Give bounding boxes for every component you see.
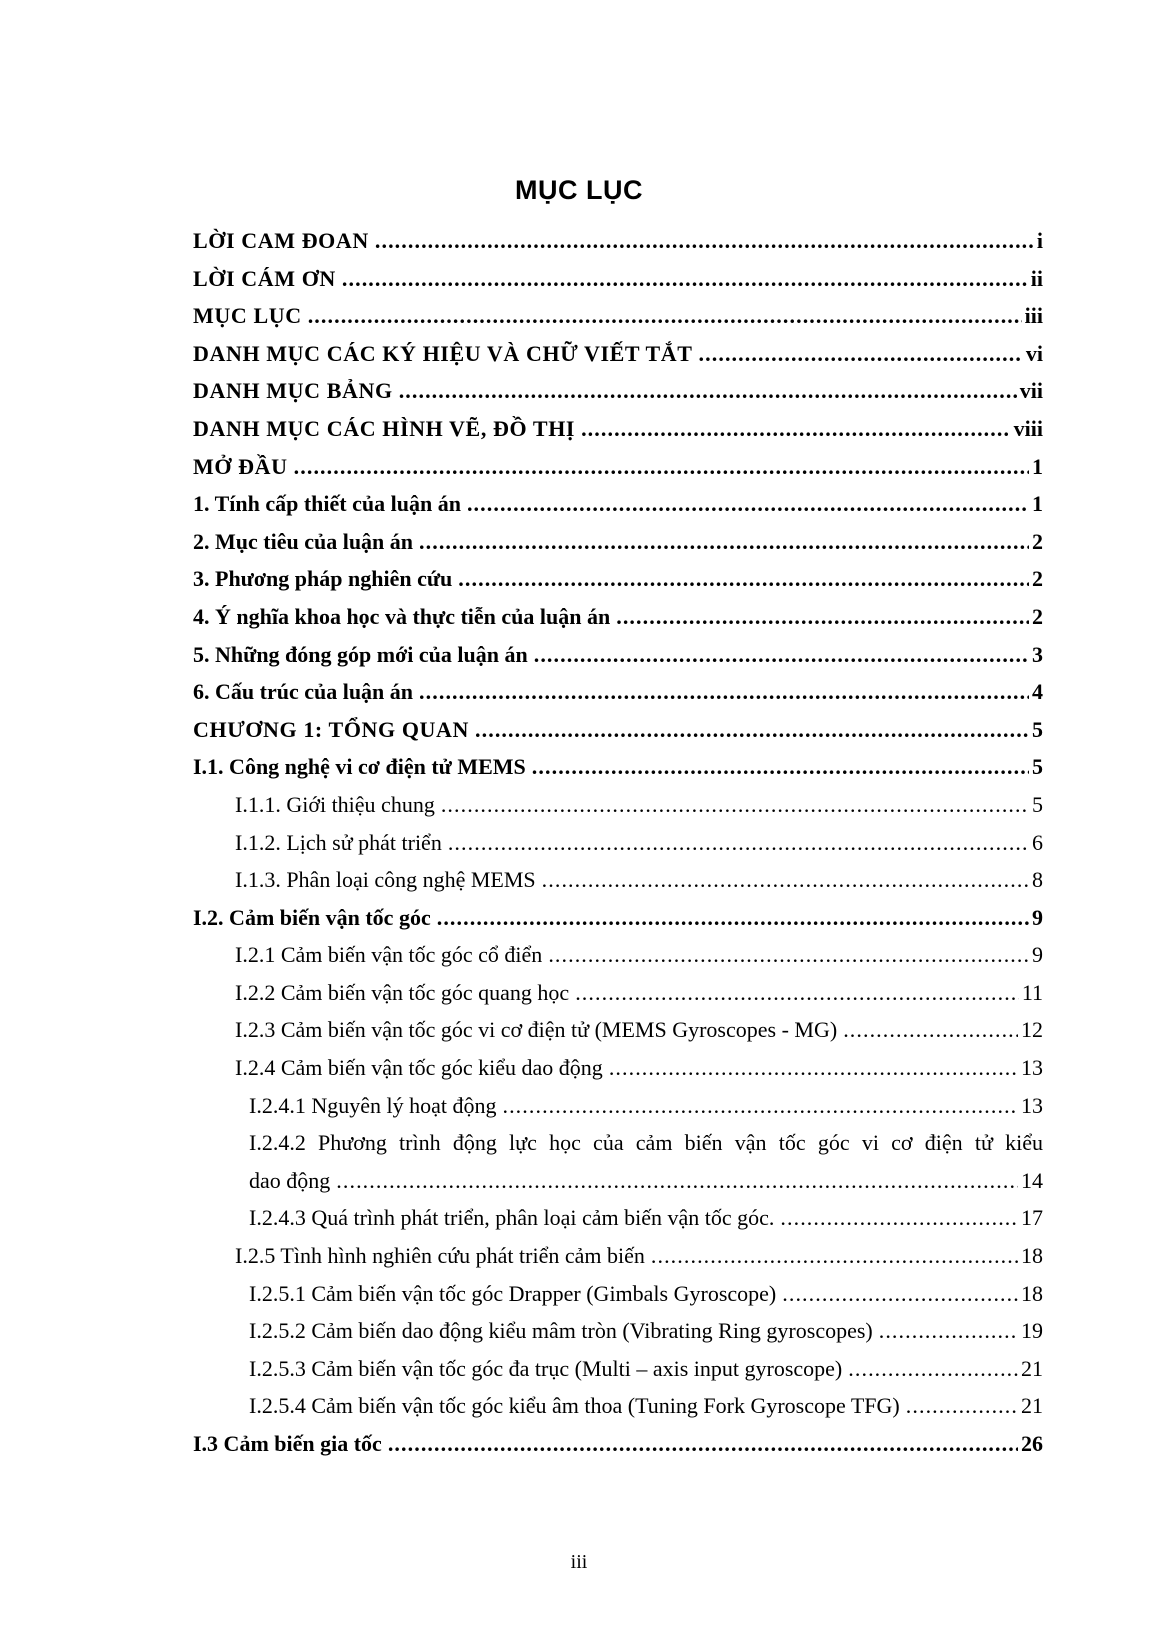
toc-entry-i-3[interactable] bbox=[193, 1425, 1043, 1463]
toc-entry-text: I.2.4 Cảm biến vận tốc góc kiểu dao động bbox=[235, 1055, 603, 1081]
toc-entry-section-6[interactable] bbox=[193, 673, 1043, 711]
dot-leader bbox=[448, 824, 1029, 862]
toc-entry-text: LỜI CAM ĐOAN bbox=[193, 228, 369, 253]
toc-page-number: 2 bbox=[1032, 528, 1043, 554]
toc-entry-mo-dau[interactable] bbox=[193, 448, 1043, 486]
dot-leader bbox=[906, 1387, 1018, 1425]
dot-leader bbox=[437, 899, 1029, 937]
toc-entry-text: 5. Những đóng góp mới của luận án bbox=[193, 641, 528, 667]
toc-entry-i-1[interactable] bbox=[193, 748, 1043, 786]
dot-leader bbox=[575, 974, 1019, 1012]
toc-entry-text: I.2.5.1 Cảm biến vận tốc góc Drapper (Gimbals Gyroscope) bbox=[249, 1280, 777, 1306]
toc-entry-i-2-1[interactable] bbox=[193, 936, 1043, 974]
toc-entry-text: 6. Cấu trúc của luận án bbox=[193, 679, 414, 705]
dot-leader bbox=[458, 560, 1029, 598]
toc-entry-chapter-1[interactable] bbox=[193, 711, 1043, 749]
toc-entry-i-1-1[interactable] bbox=[193, 786, 1043, 824]
toc-entry-loi-cam-on[interactable] bbox=[193, 260, 1043, 298]
toc-entry-i-2[interactable] bbox=[193, 899, 1043, 937]
toc-page-number: 1 bbox=[1032, 453, 1043, 479]
toc-entry-ky-hieu[interactable] bbox=[193, 335, 1043, 373]
toc-entry-i-2-5-4[interactable] bbox=[193, 1387, 1043, 1425]
toc-entry-i-2-3[interactable] bbox=[193, 1011, 1043, 1049]
page-number-footer: iii bbox=[570, 1551, 588, 1573]
toc-page-number: 4 bbox=[1032, 679, 1043, 705]
toc-page-number: 5 bbox=[1032, 716, 1043, 742]
dot-leader bbox=[388, 1425, 1018, 1463]
dot-leader bbox=[609, 1049, 1018, 1087]
dot-leader bbox=[532, 748, 1029, 786]
dot-leader bbox=[843, 1011, 1018, 1049]
dot-leader bbox=[651, 1237, 1018, 1275]
toc-entry-i-2-4[interactable] bbox=[193, 1049, 1043, 1087]
toc-entry-i-2-4-3[interactable] bbox=[193, 1199, 1043, 1237]
toc-page-number: 13 bbox=[1021, 1055, 1043, 1081]
dot-leader bbox=[308, 297, 1022, 335]
toc-entry-i-2-4-2[interactable] bbox=[193, 1124, 1043, 1199]
toc-page-number: 13 bbox=[1021, 1092, 1043, 1118]
toc-entry-text: MỤC LỤC bbox=[193, 303, 302, 329]
toc-entry-text: LỜI CÁM ƠN bbox=[193, 265, 336, 291]
toc-entry-text: I.2.1 Cảm biến vận tốc góc cổ điển bbox=[235, 942, 543, 968]
toc-page-number: 14 bbox=[1021, 1167, 1043, 1193]
toc-entry-text: I.2.5.4 Cảm biến vận tốc góc kiểu âm thoa (Tuning Fork Gyroscope TFG) bbox=[249, 1393, 900, 1419]
toc-entry-section-1[interactable] bbox=[193, 485, 1043, 523]
toc-entry-text: I.1.3. Phân loại công nghệ MEMS bbox=[235, 867, 536, 893]
toc-page-number: ii bbox=[1030, 265, 1043, 291]
dot-leader bbox=[419, 523, 1029, 561]
toc-page-number: 2 bbox=[1032, 603, 1043, 629]
toc-entry-text: CHƯƠNG 1: TỔNG QUAN bbox=[193, 716, 470, 742]
toc-entry-i-2-5-1[interactable] bbox=[193, 1275, 1043, 1313]
toc-entry-section-2[interactable] bbox=[193, 523, 1043, 561]
toc-entry-i-2-5[interactable] bbox=[193, 1237, 1043, 1275]
dot-leader bbox=[780, 1199, 1018, 1237]
toc-page-number: vii bbox=[1019, 378, 1043, 404]
toc-page-number: 18 bbox=[1021, 1243, 1043, 1269]
toc-entry-text: I.2.2 Cảm biến vận tốc góc quang học bbox=[235, 979, 570, 1005]
toc-page-number: 3 bbox=[1032, 641, 1043, 667]
toc-page-number: 17 bbox=[1021, 1205, 1043, 1231]
dot-leader bbox=[534, 636, 1029, 674]
toc-entry-muc-luc[interactable] bbox=[193, 297, 1043, 335]
dot-leader bbox=[294, 448, 1029, 486]
dot-leader bbox=[581, 410, 1011, 448]
toc-entry-text: I.1.2. Lịch sử phát triển bbox=[235, 829, 442, 855]
toc-page-number: 5 bbox=[1032, 791, 1043, 817]
page-title: MỤC LỤC bbox=[515, 175, 643, 205]
toc-page-number: 19 bbox=[1021, 1318, 1043, 1344]
toc-entry-text: I.1. Công nghệ vi cơ điện tử MEMS bbox=[193, 754, 526, 780]
toc-entry-text: 2. Mục tiêu của luận án bbox=[193, 528, 414, 554]
dot-leader bbox=[548, 936, 1029, 974]
toc-entry-text: I.2.4.1 Nguyên lý hoạt động bbox=[249, 1092, 497, 1118]
toc-page-number: 9 bbox=[1032, 942, 1043, 968]
toc-entry-i-1-2[interactable] bbox=[193, 824, 1043, 862]
dot-leader bbox=[782, 1275, 1018, 1313]
dot-leader bbox=[419, 673, 1029, 711]
toc-page-number: 2 bbox=[1032, 566, 1043, 592]
toc-page-number: 1 bbox=[1032, 491, 1043, 517]
toc-entry-text: MỞ ĐẦU bbox=[193, 453, 288, 479]
toc-entry-text: I.2. Cảm biến vận tốc góc bbox=[193, 904, 431, 930]
toc-page-number: 21 bbox=[1021, 1355, 1043, 1381]
toc-page-number: vi bbox=[1025, 340, 1043, 366]
toc-entry-hinh-ve[interactable] bbox=[193, 410, 1043, 448]
toc-entry-text: I.2.5.2 Cảm biến dao động kiểu mâm tròn (Vibrating Ring gyroscopes) bbox=[249, 1318, 873, 1344]
dot-leader bbox=[475, 711, 1029, 749]
toc-entry-text: I.3 Cảm biến gia tốc bbox=[193, 1431, 382, 1456]
dot-leader bbox=[336, 1162, 1018, 1200]
toc-entry-text: DANH MỤC BẢNG bbox=[193, 378, 393, 404]
dot-leader bbox=[441, 786, 1029, 824]
toc-entry-text: I.2.5 Tình hình nghiên cứu phát triển cảm biến bbox=[235, 1243, 645, 1269]
toc-entry-danh-muc-bang[interactable] bbox=[193, 372, 1043, 410]
toc-page-number: viii bbox=[1013, 415, 1043, 441]
toc-entry-i-2-4-1[interactable] bbox=[193, 1087, 1043, 1125]
toc-entry-text: I.1.1. Giới thiệu chung bbox=[235, 791, 435, 817]
toc-page-number: 5 bbox=[1032, 754, 1043, 780]
dot-leader bbox=[399, 372, 1017, 410]
toc-entry-text: 1. Tính cấp thiết của luận án bbox=[193, 491, 461, 517]
toc-entry-text: DANH MỤC CÁC HÌNH VẼ, ĐỒ THỊ bbox=[193, 415, 576, 441]
toc-entry-text: 3. Phương pháp nghiên cứu bbox=[193, 566, 453, 592]
toc-page-number: 26 bbox=[1021, 1431, 1043, 1456]
dot-leader bbox=[467, 485, 1029, 523]
toc-entry-text: I.2.3 Cảm biến vận tốc góc vi cơ điện tử (MEMS Gyroscopes - MG) bbox=[235, 1017, 838, 1043]
dot-leader bbox=[699, 335, 1023, 373]
toc-entry-section-3[interactable] bbox=[193, 560, 1043, 598]
toc-page-number: iii bbox=[1024, 303, 1043, 329]
toc-entry-text: I.2.5.3 Cảm biến vận tốc góc đa trục (Multi – axis input gyroscope) bbox=[249, 1355, 843, 1381]
toc-entry-i-2-2[interactable] bbox=[193, 974, 1043, 1012]
toc-entry-i-2-5-2[interactable] bbox=[193, 1312, 1043, 1350]
dot-leader bbox=[616, 598, 1029, 636]
dot-leader bbox=[342, 260, 1028, 298]
toc-page-number: 8 bbox=[1032, 867, 1043, 893]
toc-page-number: 21 bbox=[1021, 1393, 1043, 1419]
toc-page-number: 6 bbox=[1032, 829, 1043, 855]
toc-page-number: i bbox=[1036, 228, 1043, 253]
toc-page-number: 9 bbox=[1032, 904, 1043, 930]
toc-entry-i-1-3[interactable] bbox=[193, 861, 1043, 899]
toc-page-number: 11 bbox=[1021, 979, 1043, 1005]
dot-leader bbox=[879, 1312, 1018, 1350]
toc-entry-text-first-line: I.2.4.2 Phương trình động lực học của cảm biến vận tốc góc vi cơ điện tử kiểu bbox=[249, 1130, 1043, 1156]
toc-entry-text: dao động bbox=[249, 1167, 331, 1193]
table-of-contents bbox=[193, 222, 1043, 1463]
dot-leader bbox=[848, 1350, 1018, 1388]
dot-leader bbox=[502, 1087, 1018, 1125]
toc-entry-text: 4. Ý nghĩa khoa học và thực tiễn của luận án bbox=[193, 603, 611, 629]
toc-entry-text: I.2.4.3 Quá trình phát triển, phân loại cảm biến vận tốc góc. bbox=[249, 1205, 775, 1231]
toc-entry-section-5[interactable] bbox=[193, 636, 1043, 674]
dot-leader bbox=[375, 222, 1034, 260]
toc-page-number: 18 bbox=[1021, 1280, 1043, 1306]
toc-entry-i-2-5-3[interactable] bbox=[193, 1350, 1043, 1388]
toc-entry-text: DANH MỤC CÁC KÝ HIỆU VÀ CHỮ VIẾT TẮT bbox=[193, 340, 693, 366]
toc-page-number: 12 bbox=[1021, 1017, 1043, 1043]
toc-entry-loi-cam-doan[interactable] bbox=[193, 222, 1043, 260]
dot-leader bbox=[542, 861, 1029, 899]
toc-entry-section-4[interactable] bbox=[193, 598, 1043, 636]
